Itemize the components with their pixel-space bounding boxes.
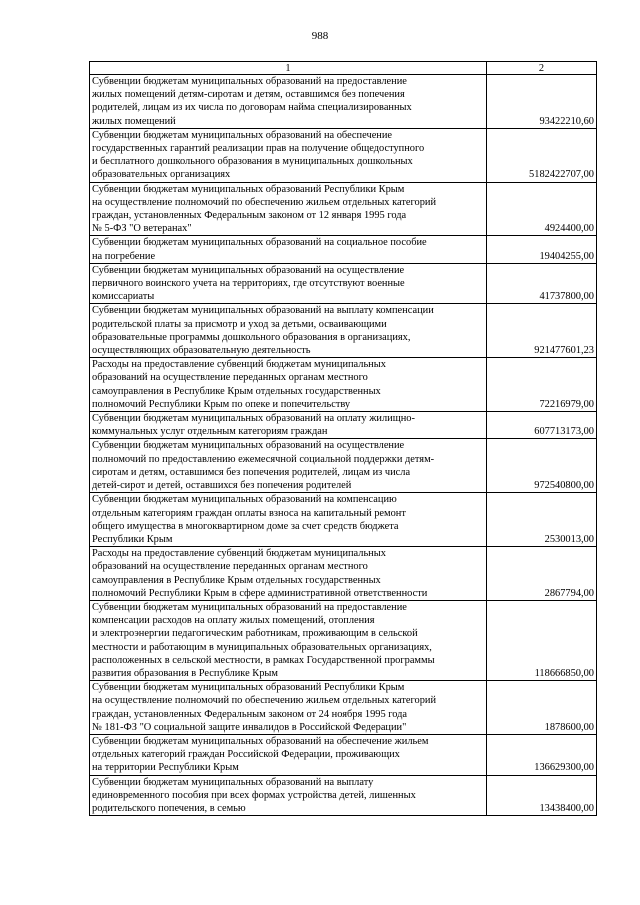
row-description: Субвенции бюджетам муниципальных образований на выплату компенсации родительской платы за присмотр и уход за детьми, осваивающими образовательные программы дошкольного образования в организациях, осуществляющих образовательную деятельность (90, 304, 487, 358)
table-row (90, 493, 597, 547)
row-amount: 93422210,60 (487, 75, 597, 129)
row-description: Субвенции бюджетам муниципальных образований на осуществление полномочий по предоставлению ежемесячной социальной поддержки детям- сиротам и детям, оставшимся без попечения родителей, лицам из числа детей-сирот и детей, оставшихся без попечения родителей (90, 439, 487, 493)
row-amount: 4924400,00 (487, 182, 597, 236)
row-description: Субвенции бюджетам муниципальных образований на оплату жилищно- коммунальных услуг отдельным категориям граждан (90, 412, 487, 439)
table-row (90, 775, 597, 816)
row-amount: 19404255,00 (487, 236, 597, 263)
row-description: Субвенции бюджетам муниципальных образований на осуществление первичного воинского учета на территориях, где отсутствуют военные комиссариаты (90, 263, 487, 304)
table-row (90, 304, 597, 358)
row-description: Субвенции бюджетам муниципальных образований на предоставление жилых помещений детям-сиротам и детям, оставшимся без попечения родителей, лицам из их числа по договорам найма специализированных жилых помещений (90, 75, 487, 129)
row-description: Субвенции бюджетам муниципальных образований Республики Крым на осуществление полномочий по обеспечению жильем отдельных категорий граждан, установленных Федеральным законом от 12 января 1995 года № 5-ФЗ "О ветеранах" (90, 182, 487, 236)
row-amount: 41737800,00 (487, 263, 597, 304)
table-row (90, 182, 597, 236)
row-amount: 1878600,00 (487, 681, 597, 735)
table-header-row (90, 62, 597, 75)
row-description: Субвенции бюджетам муниципальных образований на выплату единовременного пособия при всех формах устройства детей, лишенных родительского попечения, в семью (90, 775, 487, 816)
column-header-description: 1 (90, 62, 487, 75)
row-amount: 921477601,23 (487, 304, 597, 358)
page-number: 988 (311, 30, 329, 42)
row-amount: 2867794,00 (487, 547, 597, 601)
table-row (90, 734, 597, 775)
row-description: Субвенции бюджетам муниципальных образований на социальное пособие на погребение (90, 236, 487, 263)
row-amount: 972540800,00 (487, 439, 597, 493)
row-description: Расходы на предоставление субвенций бюджетам муниципальных образований на осуществление переданных органам местного самоуправления в Республике Крым отдельных государственных полномочий Республики Крым по опеке и попечительству (90, 358, 487, 412)
table-row (90, 412, 597, 439)
table-row (90, 600, 597, 680)
table-row (90, 128, 597, 182)
table-row (90, 681, 597, 735)
row-description: Субвенции бюджетам муниципальных образований Республики Крым на осуществление полномочий по обеспечению жильем отдельных категорий граждан, установленных Федеральным законом от 24 ноября 1995 года № 181-ФЗ "О социальной защите инвалидов в Российской Федерации" (90, 681, 487, 735)
row-description: Субвенции бюджетам муниципальных образований на предоставление компенсации расходов на оплату жилых помещений, отопления и электроэнергии педагогическим работникам, проживающим в сельской местности и работающим в муниципальных образовательных организациях, расположенных в сельской местности, в рамках Государственной программы развития образования в Республике Крым (90, 600, 487, 680)
row-description: Субвенции бюджетам муниципальных образований на компенсацию отдельным категориям граждан оплаты взноса на капитальный ремонт общего имущества в многоквартирном доме за счет средств бюджета Республики Крым (90, 493, 487, 547)
row-amount: 136629300,00 (487, 734, 597, 775)
table-row (90, 263, 597, 304)
column-header-amount: 2 (487, 62, 597, 75)
budget-table (89, 61, 597, 816)
row-description: Расходы на предоставление субвенций бюджетам муниципальных образований на осуществление переданных органам местного самоуправления в Республике Крым отдельных государственных полномочий Республики Крым в сфере административной ответственности (90, 547, 487, 601)
table-row (90, 236, 597, 263)
row-amount: 5182422707,00 (487, 128, 597, 182)
table-row (90, 358, 597, 412)
table-row (90, 75, 597, 129)
table-row (90, 547, 597, 601)
row-amount: 607713173,00 (487, 412, 597, 439)
row-amount: 2530013,00 (487, 493, 597, 547)
row-amount: 13438400,00 (487, 775, 597, 816)
row-amount: 72216979,00 (487, 358, 597, 412)
row-amount: 118666850,00 (487, 600, 597, 680)
row-description: Субвенции бюджетам муниципальных образований на обеспечение государственных гарантий реализации прав на получение общедоступного и бесплатного дошкольного образования в муниципальных дошкольных образовательных организациях (90, 128, 487, 182)
table-row (90, 439, 597, 493)
row-description: Субвенции бюджетам муниципальных образований на обеспечение жильем отдельных категорий граждан Российской Федерации, проживающих на территории Республики Крым (90, 734, 487, 775)
